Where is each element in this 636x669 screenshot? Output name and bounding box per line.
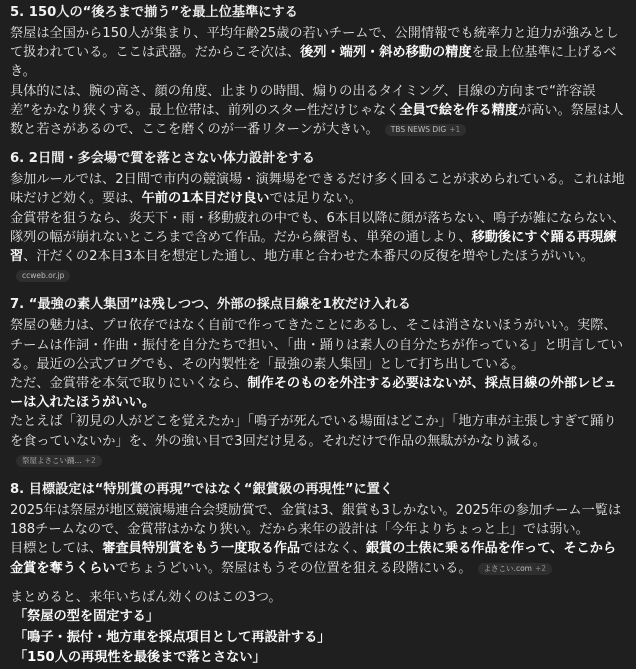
section-7 xyxy=(10,295,628,470)
paragraph: 具体的には、腕の高さ、顔の角度、止まりの時間、煽りの出るタイミング、目線の方向まで“許容誤差”をかなり狭くする。最上位帯は、前列のスター性だけじゃなく全員で絵を作る精度が高い。祭屋は人数と若さがあるので、ここを磨くのが一番リターンが大きい。 TBS NEWS DIG +1 xyxy=(10,83,624,138)
source-chip[interactable]: よさこい.com +2 xyxy=(478,563,552,575)
section-5 xyxy=(10,3,628,139)
section-8 xyxy=(10,480,628,578)
section-heading: 7. “最強の素人集団”は残しつつ、外部の採点目線を1枚だけ入れる xyxy=(10,297,411,313)
summary-item: 「鳴子・振付・地方車を採点項目として再設計する」 xyxy=(14,629,331,645)
paragraph: 2025年は祭屋が地区競演場連合会奨励賞で、金賞は3、銀賞も3しかない。2025年の参加チーム一覧は188チームなので、金賞帯はかなり狭い。だから来年の設計は「今年よりちょっと上」では弱い。 xyxy=(10,503,622,538)
section-heading: 6. 2日間・多会場で質を落とさない体力設計をする xyxy=(10,151,315,167)
paragraph: 目標としては、審査員特別賞をもう一度取る作品ではなく、銀賞の土俵に乗る作品を作って、そこから金賞を奪うくらいでちょうどいい。祭屋はもうその位置を狙える段階にいる。 よさこい.com +2 xyxy=(10,541,617,576)
paragraph: 祭屋の魅力は、プロ依存ではなく自前で作ってきたことにあるし、そこは消さないほうがいい。実際、チームは作詞・作曲・振付を自分たちで担い、「曲・踊りは素人の自分たちが作っている」と明言している。最近の公式ブログでも、その内製性を「最強の素人集団」として打ち出している。 xyxy=(10,318,624,372)
source-chip[interactable]: 祭屋よさこい踊... +2 xyxy=(16,455,102,467)
summary xyxy=(10,588,628,669)
summary-intro: まとめると、来年いちばん効くのはこの3つ。 xyxy=(10,589,282,605)
summary-item: 「150人の再現性を最後まで落とさない」 xyxy=(14,650,266,666)
paragraph: 参加ルールでは、2日間で市内の競演場・演舞場をできるだけ多く回ることが求められている。これは地味だけど効く。要は、午前の1本目だけ良いでは足りない。 xyxy=(10,172,625,207)
section-heading: 5. 150人の“後ろまで揃う”を最上位基準にする xyxy=(10,5,298,20)
paragraph: 祭屋は全国から150人が集まり、平均年齢25歳の若いチームで、公開情報でも統率力と迫力が強みとして扱われている。ここは武器。だからこそ次は、後列・端列・斜め移動の精度を最上位基準に上げるべき。 xyxy=(10,26,619,80)
source-chip[interactable]: ccweb.or.jp xyxy=(16,270,70,282)
paragraph: たとえば「初見の人がどこを覚えたか」「鳴子が死んでいる場面はどこか」「地方車が主張しすぎて踊りを食っていないか」を、外の強い目で3回だけ見る。それだけで作品の無駄がかなり減る。祭屋よさこい踊... +2 xyxy=(10,414,617,465)
paragraph: ただ、金賞帯を本気で取りにいくなら、制作そのものを外注する必要はないが、採点目線の外部レビューは入れたほうがいい。 xyxy=(10,376,617,411)
paragraph: 金賞帯を狙うなら、炎天下・雨・移動疲れの中でも、6本目以降に顔が落ちない、鳴子が雑にならない、隊列の幅が崩れないところまで含めて作品。だから練習も、単発の通しより、移動後にすぐ踊る再現練習、汗だくの2本目3本目を想定した通し、地方車と合わせた本番尺の反復を増やしたほうがいい。ccweb.or.jp xyxy=(10,210,626,281)
source-chip[interactable]: TBS NEWS DIG +1 xyxy=(385,124,467,136)
section-heading: 8. 目標設定は“特別賞の再現”ではなく“銀賞級の再現性”に置く xyxy=(10,482,394,498)
section-6 xyxy=(10,149,628,285)
summary-item: 「祭屋の型を固定する」 xyxy=(14,609,160,625)
